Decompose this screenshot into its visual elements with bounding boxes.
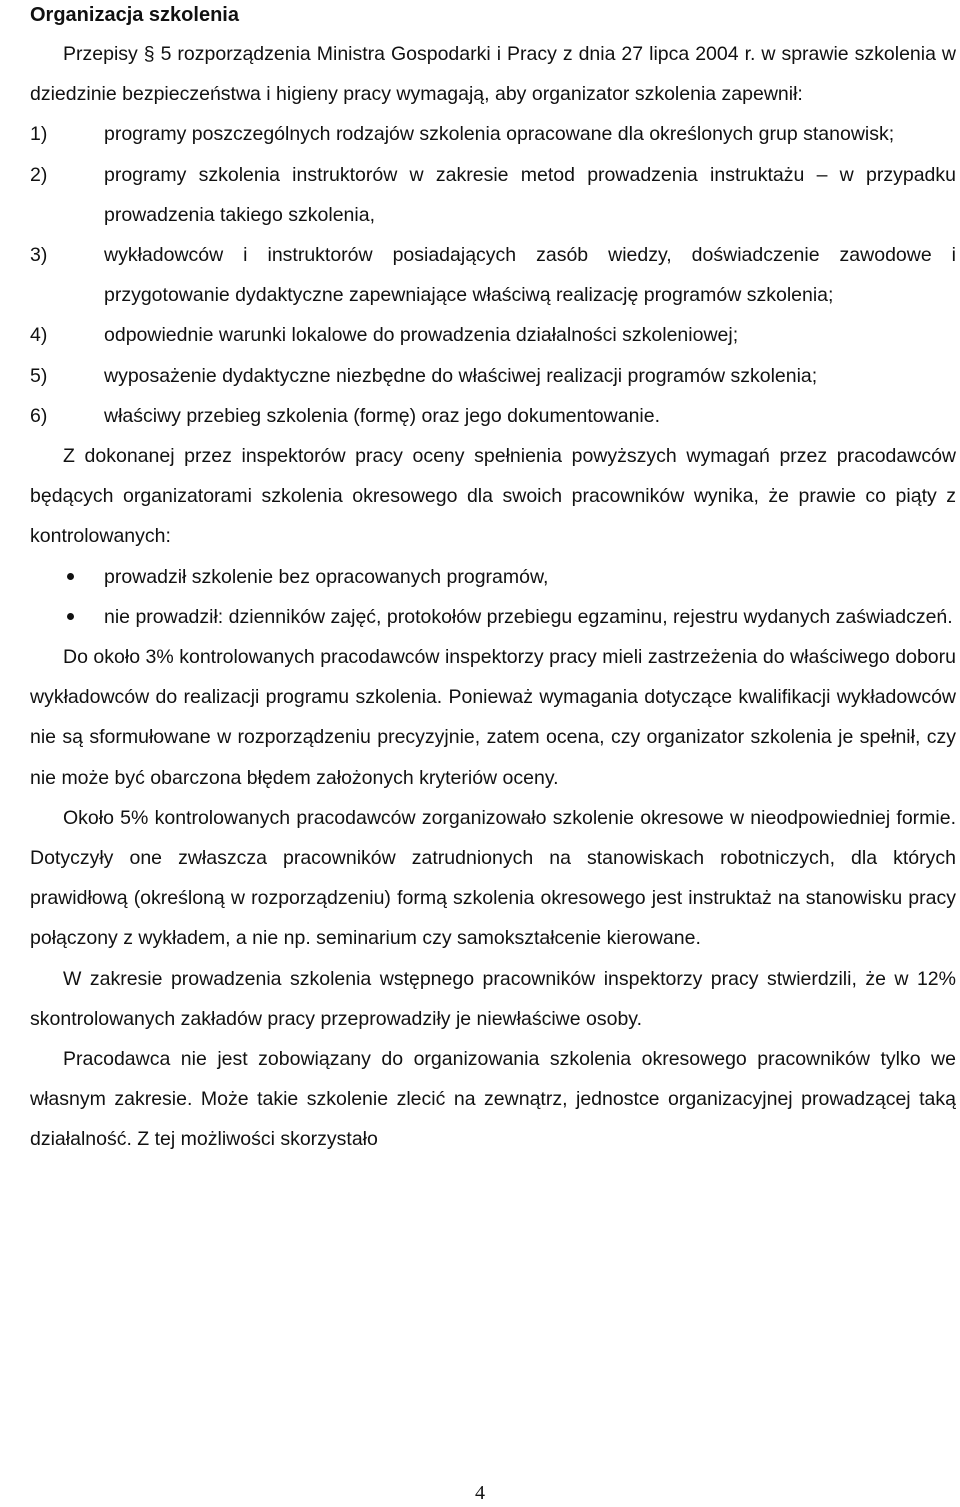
requirement-item [30, 235, 956, 315]
body-paragraph: W zakresie prowadzenia szkolenia wstępnego pracowników inspektorzy pracy stwierdzili, że w 12% skontrolowanych zakładów pracy przeprowadziły je niewłaściwe osoby. [30, 967, 956, 1030]
body-paragraph: Do około 3% kontrolowanych pracodawców inspektorzy pracy mieli zastrzeżenia do właściwego doboru wykładowców do realizacji programu szkolenia. Ponieważ wymagania dotyczące kwalifikacji wykładowców nie są sformułowane w rozporządzeniu precyzyjnie, zatem ocena, czy organizator szkolenia je spełnił, czy nie może być obarczona błędem założonych kryteriów oceny. [30, 646, 956, 789]
section-heading: Organizacja szkolenia [30, 4, 239, 26]
requirement-text: programy poszczególnych rodzajów szkolenia opracowane dla określonych grup stanowisk; [104, 123, 895, 146]
body-paragraph: Pracodawca nie jest zobowiązany do organizowania szkolenia okresowego pracowników tylko we własnym zakresie. Może takie szkolenie zlecić na zewnątrz, jednostce organizacyjnej prowadzącej taką działalność. Z tej możliwości skorzystało [30, 1048, 956, 1151]
finding-text: prowadził szkolenie bez opracowanych programów, [104, 565, 549, 588]
requirement-item [30, 315, 956, 355]
finding-text: nie prowadził: dzienników zajęć, protokołów przebiegu egzaminu, rejestru wydanych zaświadczeń. [104, 605, 953, 628]
requirement-item [30, 114, 956, 154]
finding-item [30, 597, 956, 637]
requirement-number: 4) [30, 324, 48, 347]
requirement-number: 5) [30, 364, 48, 387]
requirement-text: właściwy przebieg szkolenia (formę) oraz jego dokumentowanie. [104, 404, 661, 427]
requirement-number: 3) [30, 244, 48, 267]
body-paragraph: Około 5% kontrolowanych pracodawców zorganizowało szkolenie okresowe w nieodpowiedniej formie. Dotyczyły one zwłaszcza pracowników zatrudnionych na stanowiskach robotniczych, dla których prawidłową (określoną w rozporządzeniu) formą szkolenia okresowego jest instruktaż na stanowisku pracy połączony z wykładem, a nie np. seminarium czy samokształcenie kierowane. [30, 806, 956, 950]
findings-intro-paragraph: Z dokonanej przez inspektorów pracy oceny spełnienia powyższych wymagań przez pracodawców będących organizatorami szkolenia okresowego dla swoich pracowników wynika, że prawie co piąty z kontrolowanych: [30, 445, 956, 548]
requirement-number: 6) [30, 404, 48, 427]
intro-paragraph: Przepisy § 5 rozporządzenia Ministra Gospodarki i Pracy z dnia 27 lipca 2004 r. w sprawie szkolenia w dziedzinie bezpieczeństwa i higieny pracy wymagają, aby organizator szkolenia zapewnił: [30, 43, 956, 106]
requirement-number: 2) [30, 163, 48, 186]
requirement-item [30, 396, 956, 436]
requirement-text: odpowiednie warunki lokalowe do prowadzenia działalności szkoleniowej; [104, 324, 739, 347]
document-page [30, 0, 956, 1160]
bullet-icon [67, 573, 74, 580]
requirements-list [30, 114, 956, 436]
requirement-number: 1) [30, 123, 48, 146]
finding-item [30, 557, 956, 597]
requirement-item [30, 155, 956, 235]
requirement-text: wyposażenie dydaktyczne niezbędne do właściwej realizacji programów szkolenia; [104, 364, 818, 387]
page-number: 4 [475, 1482, 485, 1504]
requirement-text: wykładowców i instruktorów posiadających zasób wiedzy, doświadczenie zawodowe i przygotowanie dydaktyczne zapewniające właściwą realizację programów szkolenia; [104, 244, 956, 307]
findings-list [30, 557, 956, 637]
bullet-icon [67, 613, 74, 620]
requirement-text: programy szkolenia instruktorów w zakresie metod prowadzenia instruktażu – w przypadku prowadzenia takiego szkolenia, [104, 163, 956, 226]
requirement-item [30, 356, 956, 396]
